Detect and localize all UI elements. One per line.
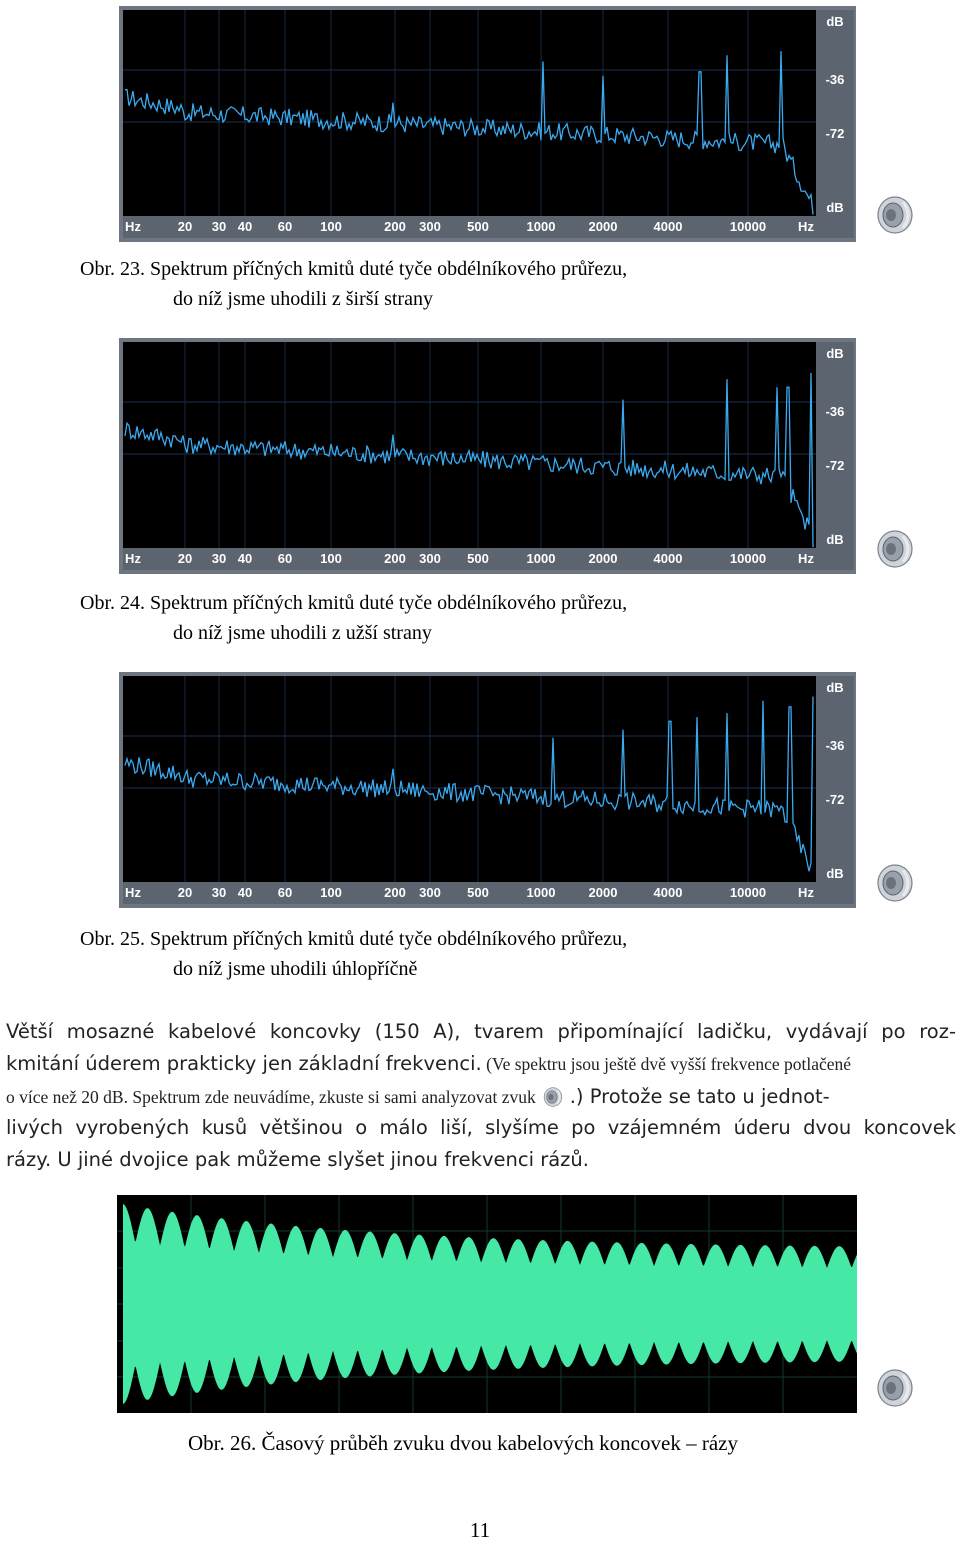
spectrum-plot bbox=[123, 676, 816, 882]
frequency-tick-label: 40 bbox=[237, 885, 253, 900]
frequency-tick-label: 2000 bbox=[588, 885, 618, 900]
frequency-tick-label: 30 bbox=[211, 885, 227, 900]
frequency-axis bbox=[123, 548, 816, 570]
frequency-tick-label: 60 bbox=[277, 885, 293, 900]
frequency-tick-label: 2000 bbox=[588, 551, 618, 566]
figure-caption-24: Obr. 24. Spektrum příčných kmitů duté tyče obdélníkového průřezu, do níž jsme uhodili z užší strany bbox=[80, 592, 628, 644]
frequency-axis bbox=[123, 216, 816, 238]
frequency-tick-label: 30 bbox=[211, 219, 227, 234]
paragraph-line bbox=[6, 1084, 956, 1108]
frequency-tick-label: 200 bbox=[384, 219, 406, 234]
frequency-tick-label: 10000 bbox=[729, 885, 767, 900]
figure-caption-26: Obr. 26. Časový průběh zvuku dvou kabelových koncovek – rázy bbox=[188, 1431, 738, 1455]
spectrum-line bbox=[125, 51, 813, 214]
frequency-tick-label: 2000 bbox=[588, 219, 618, 234]
frequency-tick-label: 60 bbox=[277, 219, 293, 234]
db-tick-label: -72 bbox=[825, 458, 845, 473]
page-number: 11 bbox=[469, 1518, 491, 1542]
speaker-icon[interactable] bbox=[540, 1084, 566, 1108]
paragraph-line: livých vyrobených kusů většinou o málo liší, slyšíme po vzájemném úderu dvou koncovek bbox=[6, 1116, 956, 1139]
spectrum-plot bbox=[123, 342, 816, 548]
waveform-svg bbox=[117, 1195, 857, 1413]
frequency-tick-label: 300 bbox=[419, 885, 441, 900]
frequency-tick-label: 40 bbox=[237, 551, 253, 566]
frequency-tick-label: 60 bbox=[277, 551, 293, 566]
frequency-tick-label: 20 bbox=[177, 551, 193, 566]
frequency-tick-label: 100 bbox=[320, 885, 342, 900]
frequency-tick-label: 40 bbox=[237, 219, 253, 234]
db-tick-label: -72 bbox=[825, 126, 845, 141]
frequency-tick-label: 200 bbox=[384, 551, 406, 566]
waveform-plot bbox=[117, 1195, 857, 1413]
db-tick-label: dB bbox=[826, 532, 844, 547]
spectrum-panel-24 bbox=[119, 338, 856, 574]
paragraph-note: o více než 20 dB. Spektrum zde neuvádíme, zkuste si sami analyzovat zvuk bbox=[6, 1087, 536, 1107]
db-tick-label: dB bbox=[826, 200, 844, 215]
speaker-icon[interactable] bbox=[873, 190, 917, 236]
db-tick-label: dB bbox=[826, 14, 844, 29]
spectrum-panel-25 bbox=[119, 672, 856, 908]
db-axis bbox=[816, 676, 854, 904]
frequency-tick-label: 4000 bbox=[653, 885, 683, 900]
spectrum-svg-0 bbox=[123, 10, 816, 216]
db-tick-label: dB bbox=[826, 680, 844, 695]
paragraph-text: kmitání úderem prakticky jen základní frekvenci. bbox=[6, 1052, 482, 1075]
frequency-tick-label: Hz bbox=[125, 551, 141, 566]
spectrum-line bbox=[125, 373, 813, 547]
spectrum-svg-2 bbox=[123, 676, 816, 882]
speaker-icon[interactable] bbox=[873, 858, 917, 904]
frequency-tick-label: 10000 bbox=[729, 551, 767, 566]
frequency-tick-label: 100 bbox=[320, 219, 342, 234]
frequency-tick-label: 20 bbox=[177, 219, 193, 234]
paragraph-note: (Ve spektru jsou ještě dvě vyšší frekvence potlačené bbox=[481, 1054, 852, 1074]
spectrum-plot bbox=[123, 10, 816, 216]
frequency-tick-label: 4000 bbox=[653, 551, 683, 566]
frequency-tick-label: 500 bbox=[467, 219, 489, 234]
paragraph-line: Větší mosazné kabelové koncovky (150 A), tvarem připomínající ladičku, vydávají po roz- bbox=[6, 1020, 956, 1043]
frequency-tick-label: 1000 bbox=[526, 885, 556, 900]
frequency-tick-label: 30 bbox=[211, 551, 227, 566]
waveform-shape bbox=[123, 1204, 857, 1404]
paragraph-line: rázy. U jiné dvojice pak můžeme slyšet jinou frekvenci rázů. bbox=[6, 1148, 589, 1171]
frequency-tick-label: 1000 bbox=[526, 551, 556, 566]
spectrum-panel-23 bbox=[119, 6, 856, 242]
frequency-tick-label: 200 bbox=[384, 885, 406, 900]
frequency-tick-label: 500 bbox=[467, 885, 489, 900]
frequency-tick-label: 10000 bbox=[729, 219, 767, 234]
speaker-icon[interactable] bbox=[873, 524, 917, 570]
frequency-tick-label: Hz bbox=[798, 551, 814, 566]
frequency-tick-label: Hz bbox=[125, 885, 141, 900]
speaker-icon[interactable] bbox=[873, 1363, 917, 1409]
db-tick-label: dB bbox=[826, 866, 844, 881]
db-axis bbox=[816, 10, 854, 238]
db-tick-label: -36 bbox=[825, 72, 845, 87]
figure-caption-25: Obr. 25. Spektrum příčných kmitů duté tyče obdélníkového průřezu, do níž jsme uhodili úhlopříčně bbox=[80, 928, 628, 980]
frequency-axis bbox=[123, 882, 816, 904]
db-tick-label: dB bbox=[826, 346, 844, 361]
frequency-tick-label: 500 bbox=[467, 551, 489, 566]
paragraph-text: .) Protože se tato u jednot- bbox=[569, 1085, 830, 1108]
spectrum-svg-1 bbox=[123, 342, 816, 548]
frequency-tick-label: 300 bbox=[419, 219, 441, 234]
db-tick-label: -36 bbox=[825, 738, 845, 753]
frequency-tick-label: Hz bbox=[798, 219, 814, 234]
frequency-tick-label: 100 bbox=[320, 551, 342, 566]
frequency-tick-label: Hz bbox=[798, 885, 814, 900]
paragraph-line bbox=[6, 1052, 956, 1075]
db-tick-label: -72 bbox=[825, 792, 845, 807]
frequency-tick-label: Hz bbox=[125, 219, 141, 234]
frequency-tick-label: 300 bbox=[419, 551, 441, 566]
frequency-tick-label: 1000 bbox=[526, 219, 556, 234]
figure-caption-23: Obr. 23. Spektrum příčných kmitů duté tyče obdélníkového průřezu, do níž jsme uhodili z širší strany bbox=[80, 258, 628, 310]
db-tick-label: -36 bbox=[825, 404, 845, 419]
frequency-tick-label: 4000 bbox=[653, 219, 683, 234]
spectrum-line bbox=[125, 697, 813, 872]
frequency-tick-label: 20 bbox=[177, 885, 193, 900]
db-axis bbox=[816, 342, 854, 570]
